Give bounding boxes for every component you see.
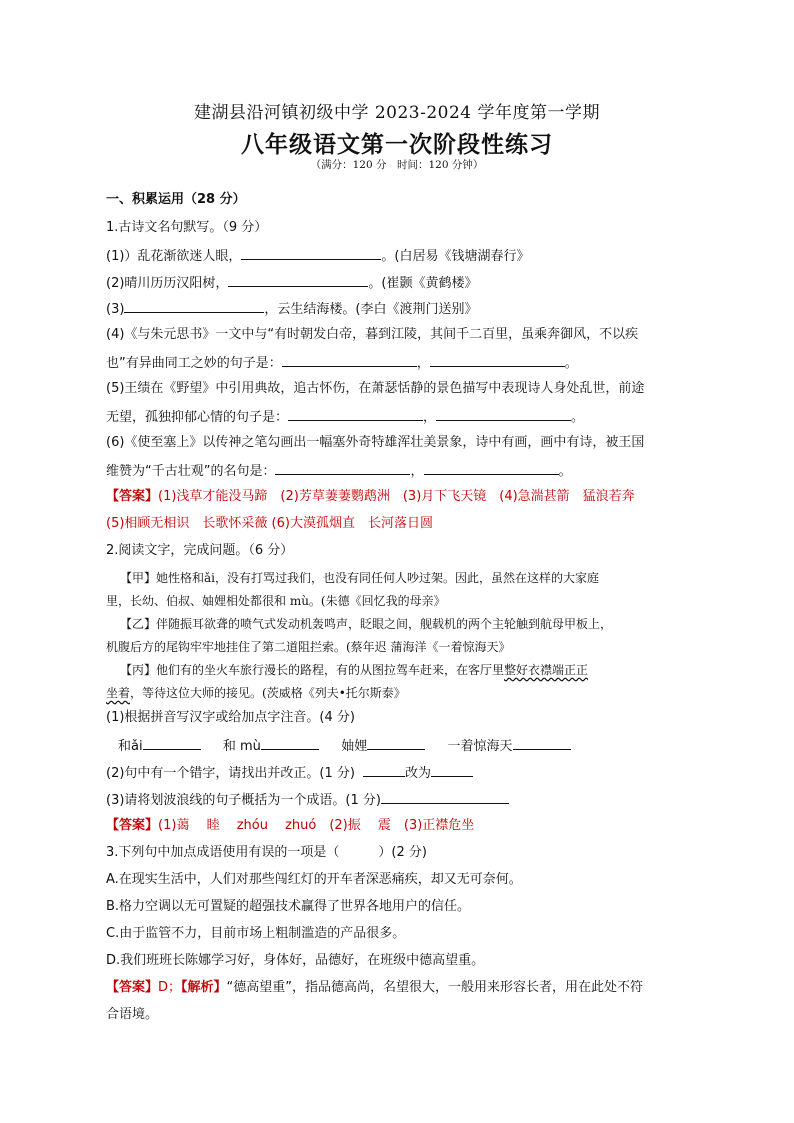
exam-title: 八年级语文第一次阶段性练习 xyxy=(241,132,553,158)
analysis-tag: 【解析】 xyxy=(181,980,227,995)
answer-blank[interactable] xyxy=(363,764,405,777)
q1-item-5-line2: 无望，孤独抑郁心情的句子是： ， 。 xyxy=(106,410,585,425)
answer-blank[interactable] xyxy=(367,737,425,750)
q3-prompt: 3.下列句中加点成语使用有误的一项是（ ）(2 分) xyxy=(106,845,427,860)
q1-item-2: (2)晴川历历汉阳树， 。(崔颢《黄鹤楼》 xyxy=(106,276,478,291)
wavy-underline-text: 整好衣襟端正正 xyxy=(504,663,589,677)
answer-blank[interactable] xyxy=(436,408,571,421)
q3-answer-line2: 合语境。 xyxy=(106,1007,159,1022)
passage-jia-line2: 里，长幼、伯叔、妯娌相处都很和 mù。(朱德《回忆我的母亲》 xyxy=(106,594,446,608)
q1-prompt: 1.古诗文名句默写。（9 分） xyxy=(106,220,268,235)
answer-blank[interactable] xyxy=(288,408,423,421)
answer-blank[interactable] xyxy=(228,274,368,287)
answer-tag: 【答案】 xyxy=(106,818,159,833)
q1-answer-line1: 【答案】(1)浅草才能没马蹄 (2)芳草萋萋鹦鹉洲 (3)月下飞天镜 (4)急湍甚箭 猛浪若奔 xyxy=(106,489,635,504)
answer-blank[interactable] xyxy=(124,300,264,313)
answer-blank[interactable] xyxy=(241,247,381,260)
answer-blank[interactable] xyxy=(143,737,201,750)
answer-blank[interactable] xyxy=(261,737,319,750)
passage-bing-line1: 【丙】他们有的坐火车旅行漫长的路程，有的从图拉驾车赶来，在客厅里整好衣襟端正正 xyxy=(120,663,589,677)
q1-answer-line2: (5)相顾无相识 长歌怀采薇 (6)大漠孤烟直 长河落日圆 xyxy=(106,516,433,531)
answer-blank[interactable] xyxy=(275,462,410,475)
answer-blank[interactable] xyxy=(424,462,559,475)
q3-option-a: A.在现实生活中，人们对那些闯红灯的开车者深恶痛疾，却又无可奈何。 xyxy=(106,872,522,887)
q1-item-4-line1: (4)《与朱元思书》一文中与“有时朝发白帝，暮到江陵，其间千二百里，虽乘奔御风，不以疾 xyxy=(106,327,639,342)
passage-bing-line2: 坐着，等待这位大师的接见。(茨威格《列夫•托尔斯泰》 xyxy=(106,686,406,700)
answer-blank[interactable] xyxy=(431,764,473,777)
q2-sub1: (1)根据拼音写汉字或给加点字注音。(4 分) xyxy=(106,710,355,725)
passage-yi-line1: 【乙】伴随振耳欲聋的喷气式发动机轰鸣声，眨眼之间，舰载机的两个主轮触到航母甲板上， xyxy=(120,617,613,631)
answer-tag: 【答案】 xyxy=(106,980,159,995)
wavy-underline-text: 坐着 xyxy=(106,686,131,700)
q3-option-b: B.格力空调以无可置疑的超强技术赢得了世界各地用户的信任。 xyxy=(106,899,471,914)
q1-item-1: (1)）乱花渐欲迷人眼， 。(白居易《钱塘湖春行》 xyxy=(106,249,530,264)
q1-item-3: (3) ，云生结海楼。(李白《渡荆门送别》 xyxy=(106,302,478,317)
answer-blank[interactable] xyxy=(282,354,417,367)
q2-prompt: 2.阅读文字，完成问题。（6 分） xyxy=(106,543,294,558)
q3-option-d: D.我们班班长陈娜学习好，身体好，品德好，在班级中德高望重。 xyxy=(106,953,485,968)
q2-sub2: (2)句中有一个错字，请找出并改正。(1 分) 改为 xyxy=(106,764,691,782)
q2-fill-row: 和ǎi 和 mù 妯娌 一着惊海天 xyxy=(118,737,703,755)
answer-blank[interactable] xyxy=(513,737,571,750)
q1-item-6-line2: 维赞为“千古壮观”的名句是： ， 。 xyxy=(106,464,572,479)
section-title: 一、积累运用（28 分） xyxy=(106,192,246,207)
answer-blank[interactable] xyxy=(430,354,565,367)
answer-tag: 【答案】 xyxy=(106,489,159,504)
q2-sub3: (3)请将划波浪线的句子概括为一个成语。(1 分) xyxy=(106,791,691,809)
passage-jia-line1: 【甲】她性格和ǎi，没有打骂过我们，也没有同任何人吵过架。因此，虽然在这样的大家庭 xyxy=(120,571,599,585)
q1-item-5-line1: (5)王绩在《野望》中引用典故，追古怀伤，在萧瑟恬静的景色描写中表现诗人身处乱世，前途 xyxy=(106,381,645,396)
school-heading: 建湖县沿河镇初级中学 2023-2024 学年度第一学期 xyxy=(193,103,601,123)
answer-blank[interactable] xyxy=(381,791,509,804)
q1-item-4-line2: 也”有异曲同工之妙的句子是： ， 。 xyxy=(106,356,578,371)
q3-answer-line1: 【答案】D；【解析】“德高望重”，指品德高尚，名望很大，一般用来形容长者，用在此处不符 xyxy=(106,980,644,995)
q2-answer: 【答案】(1)蔼 睦 zhóu zhuó (2)振 震 (3)正襟危坐 xyxy=(106,818,475,833)
exam-meta: （满分：120 分 时间：120 分钟） xyxy=(310,159,484,171)
q3-option-c: C.由于监管不力，目前市场上粗制滥造的产品很多。 xyxy=(106,926,406,941)
passage-yi-line2: 机腹后方的尾钩牢牢地挂住了第二道阻拦索。(蔡年迟 蒲海洋《一着惊海天》 xyxy=(106,640,511,654)
q1-item-6-line1: (6)《使至塞上》以传神之笔勾画出一幅塞外奇特雄浑壮美景象，诗中有画，画中有诗，被王国 xyxy=(106,435,645,450)
